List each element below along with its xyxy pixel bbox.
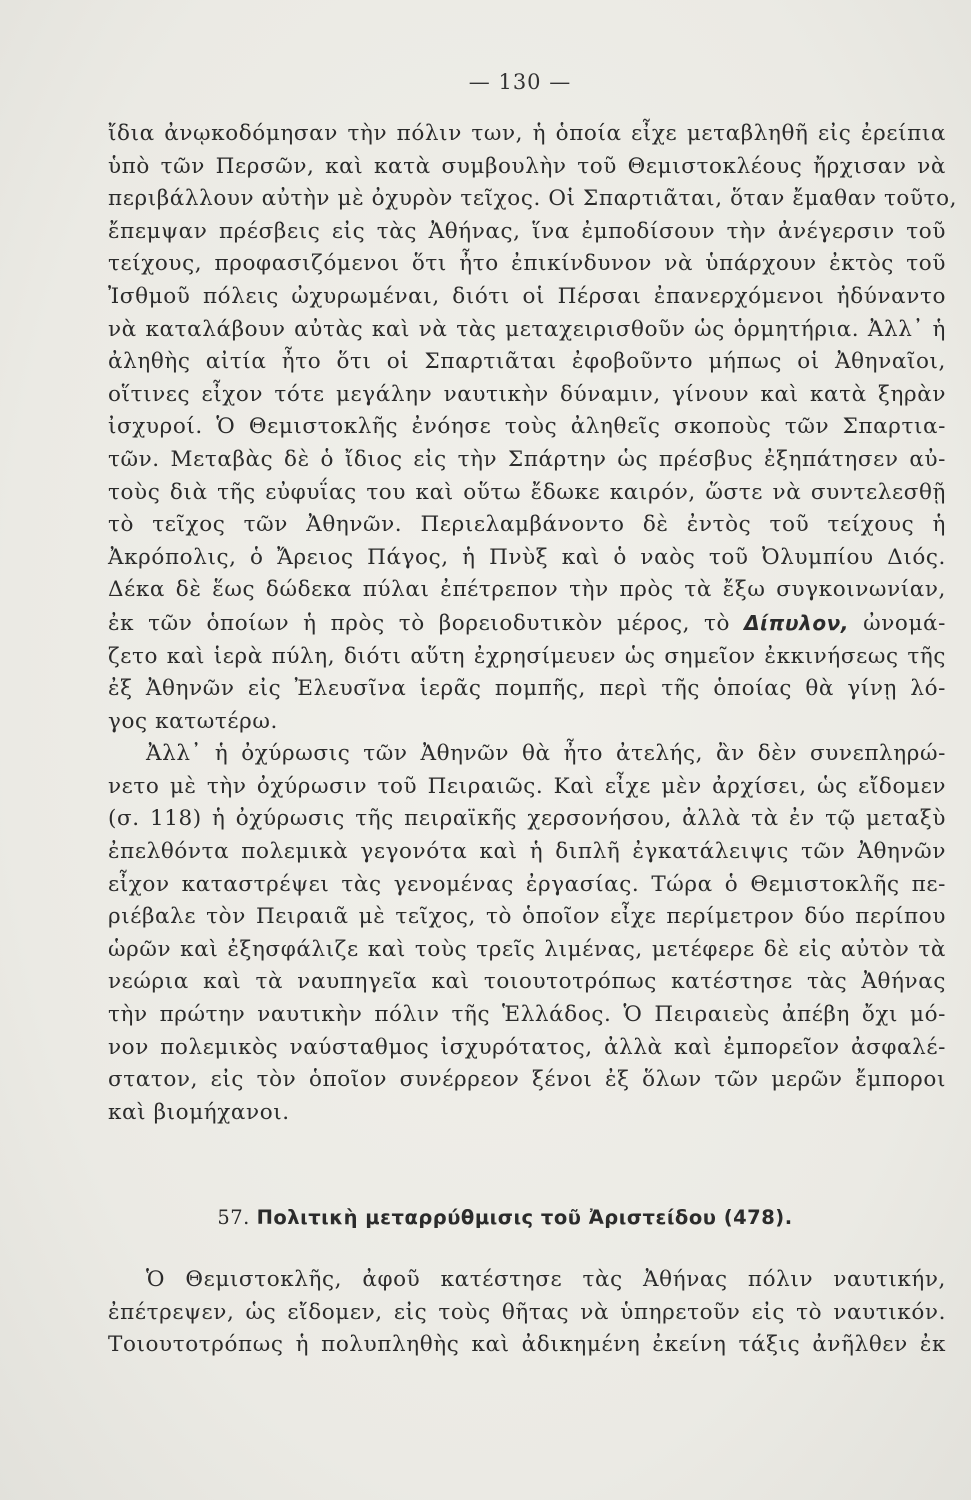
- text-line: ἀληθὴς αἰτία ἦτο ὅτι οἱ Σπαρτιᾶται ἐφοβοῦντο μήπως οἱ Ἀθηναῖοι,: [108, 349, 946, 375]
- text-line: στατον, εἰς τὸν ὁποῖον συνέρρεον ξένοι ἐξ ὅλων τῶν μερῶν ἔμποροι: [108, 1067, 946, 1093]
- text-line: νετο μὲ τὴν ὀχύρωσιν τοῦ Πειραιῶς. Καὶ εἶχε μὲν ἀρχίσει, ὡς εἴδομεν: [108, 773, 946, 799]
- text-line: ἰσχυροί. Ὁ Θεμιστοκλῆς ἐνόησε τοὺς ἀληθεῖς σκοποὺς τῶν Σπαρτια-: [108, 414, 946, 440]
- text-line: τείχους, προφασιζόμενοι ὅτι ἦτο ἐπικίνδυνον νὰ ὑπάρχουν ἐκτὸς τοῦ: [108, 251, 946, 277]
- text-line: τῶν. Μεταβὰς δὲ ὁ ἴδιος εἰς τὴν Σπάρτην ὡς πρέσβυς ἐξηπάτησεν αὐ-: [108, 446, 946, 472]
- text-line: τοὺς διὰ τῆς εὐφυΐας του καὶ οὕτω ἔδωκε καιρόν, ὥστε νὰ συντελεσθῇ: [108, 479, 946, 505]
- text-line-part: ἐκ τῶν ὁποίων ἡ πρὸς τὸ βορειοδυτικὸν μέρος, τὸ: [108, 610, 731, 636]
- text-line: οἵτινες εἶχον τότε μεγάλην ναυτικὴν δύναμιν, γίνουν καὶ κατὰ ξηρὰν: [108, 381, 946, 407]
- text-line: Δέκα δὲ ἕως δώδεκα πύλαι ἐπέτρεπον τὴν πρὸς τὰ ἔξω συγκοινωνίαν,: [108, 577, 946, 603]
- text-line: εἶχον καταστρέψει τὰς γενομένας ἐργασίας. Τώρα ὁ Θεμιστοκλῆς πε-: [108, 871, 946, 897]
- page-number: — 130 —: [468, 70, 572, 94]
- text-line: ἐπελθόντα πολεμικὰ γεγονότα καὶ ἡ διπλῆ ἐγκατάλειψις τῶν Ἀθηνῶν: [108, 839, 946, 865]
- text-line: νεώρια καὶ τὰ ναυπηγεῖα καὶ τοιουτοτρόπως κατέστησε τὰς Ἀθήνας: [108, 969, 946, 995]
- text-line: τὸ τεῖχος τῶν Ἀθηνῶν. Περιελαμβάνοντο δὲ ἐντὸς τοῦ τείχους ἡ: [108, 512, 946, 538]
- body-text: [108, 118, 958, 1129]
- section-title: Πολιτικὴ μεταρρύθμισις τοῦ Ἀριστείδου (478).: [256, 1206, 793, 1229]
- section-heading: [0, 1206, 971, 1229]
- text-line: ὑπὸ τῶν Περσῶν, καὶ κατὰ συμβουλὴν τοῦ Θεμιστοκλέους ἤρχισαν νὰ: [108, 153, 946, 179]
- text-line-dipylon: [108, 607, 946, 641]
- text-line: νον πολεμικὸς ναύσταθμος ἰσχυρότατος, ἀλλὰ καὶ ἐμπορεῖον ἀσφαλέ-: [108, 1034, 946, 1060]
- text-line: ἐξ Ἀθηνῶν εἰς Ἐλευσῖνα ἱερᾶς πομπῆς, περὶ τῆς ὁποίας θὰ γίνῃ λό-: [108, 676, 946, 702]
- text-line: καὶ βιομήχανοι.: [108, 1099, 290, 1125]
- text-line: Τοιουτοτρόπως ἡ πολυπληθὴς καὶ ἀδικημένη ἐκείνη τάξις ἀνῆλθεν ἐκ: [108, 1332, 946, 1358]
- text-line: ἔπεμψαν πρέσβεις εἰς τὰς Ἀθήνας, ἵνα ἐμποδίσουν τὴν ἀνέγερσιν τοῦ: [108, 218, 946, 244]
- text-line: περιβάλλουν αὐτὴν μὲ ὀχυρὸν τεῖχος. Οἱ Σπαρτιᾶται, ὅταν ἔμαθαν τοῦτο,: [108, 186, 958, 212]
- text-line-part: ὠνομά-: [863, 610, 946, 636]
- text-line: Ἀλλ᾿ ἡ ὀχύρωσις τῶν Ἀθηνῶν θὰ ἦτο ἀτελής, ἂν δὲν συνεπληρώ-: [146, 741, 946, 767]
- text-line: Ἰσθμοῦ πόλεις ὠχυρωμέναι, διότι οἱ Πέρσαι ἐπανερχόμενοι ἠδύναντο: [108, 283, 946, 309]
- section-body-text: [108, 1264, 946, 1362]
- text-line: ἴδια ἀνῳκοδόμησαν τὴν πόλιν των, ἡ ὁποία εἶχε μεταβληθῆ εἰς ἐρείπια: [108, 121, 946, 146]
- text-line: ζετο καὶ ἱερὰ πύλη, διότι αὕτη ἐχρησίμευεν ὡς σημεῖον ἐκκινήσεως τῆς: [108, 643, 946, 669]
- text-line: ἐπέτρεψεν, ὡς εἴδομεν, εἰς τοὺς θῆτας νὰ ὑπηρετοῦν εἰς τὸ ναυτικόν.: [108, 1299, 946, 1325]
- emphasized-term-dipylon: Δίπυλον,: [744, 610, 850, 635]
- text-line: ὡρῶν καὶ ἐξησφάλιζε καὶ τοὺς τρεῖς λιμένας, μετέφερε δὲ εἰς αὐτὸν τὰ: [108, 936, 946, 962]
- text-line: Ἀκρόπολις, ὁ Ἄρειος Πάγος, ἡ Πνὺξ καὶ ὁ ναὸς τοῦ Ὀλυμπίου Διός.: [108, 544, 946, 570]
- text-line: (σ. 118) ἡ ὀχύρωσις τῆς πειραϊκῆς χερσονήσου, ἀλλὰ τὰ ἐν τῷ μεταξὺ: [108, 806, 946, 832]
- text-line: γος κατωτέρω.: [108, 708, 278, 734]
- section-number: 57.: [217, 1206, 250, 1229]
- text-line: ριέβαλε τὸν Πειραιᾶ μὲ τεῖχος, τὸ ὁποῖον εἶχε περίμετρον δύο περίπου: [108, 904, 946, 930]
- text-line: νὰ καταλάβουν αὐτὰς καὶ νὰ τὰς μεταχειρισθοῦν ὡς ὁρμητήρια. Ἀλλ᾿ ἡ: [108, 316, 946, 342]
- text-line: τὴν πρώτην ναυτικὴν πόλιν τῆς Ἑλλάδος. Ὁ Πειραιεὺς ἀπέβη ὄχι μό-: [108, 1002, 946, 1028]
- text-line: Ὁ Θεμιστοκλῆς, ἀφοῦ κατέστησε τὰς Ἀθήνας πόλιν ναυτικήν,: [146, 1267, 946, 1292]
